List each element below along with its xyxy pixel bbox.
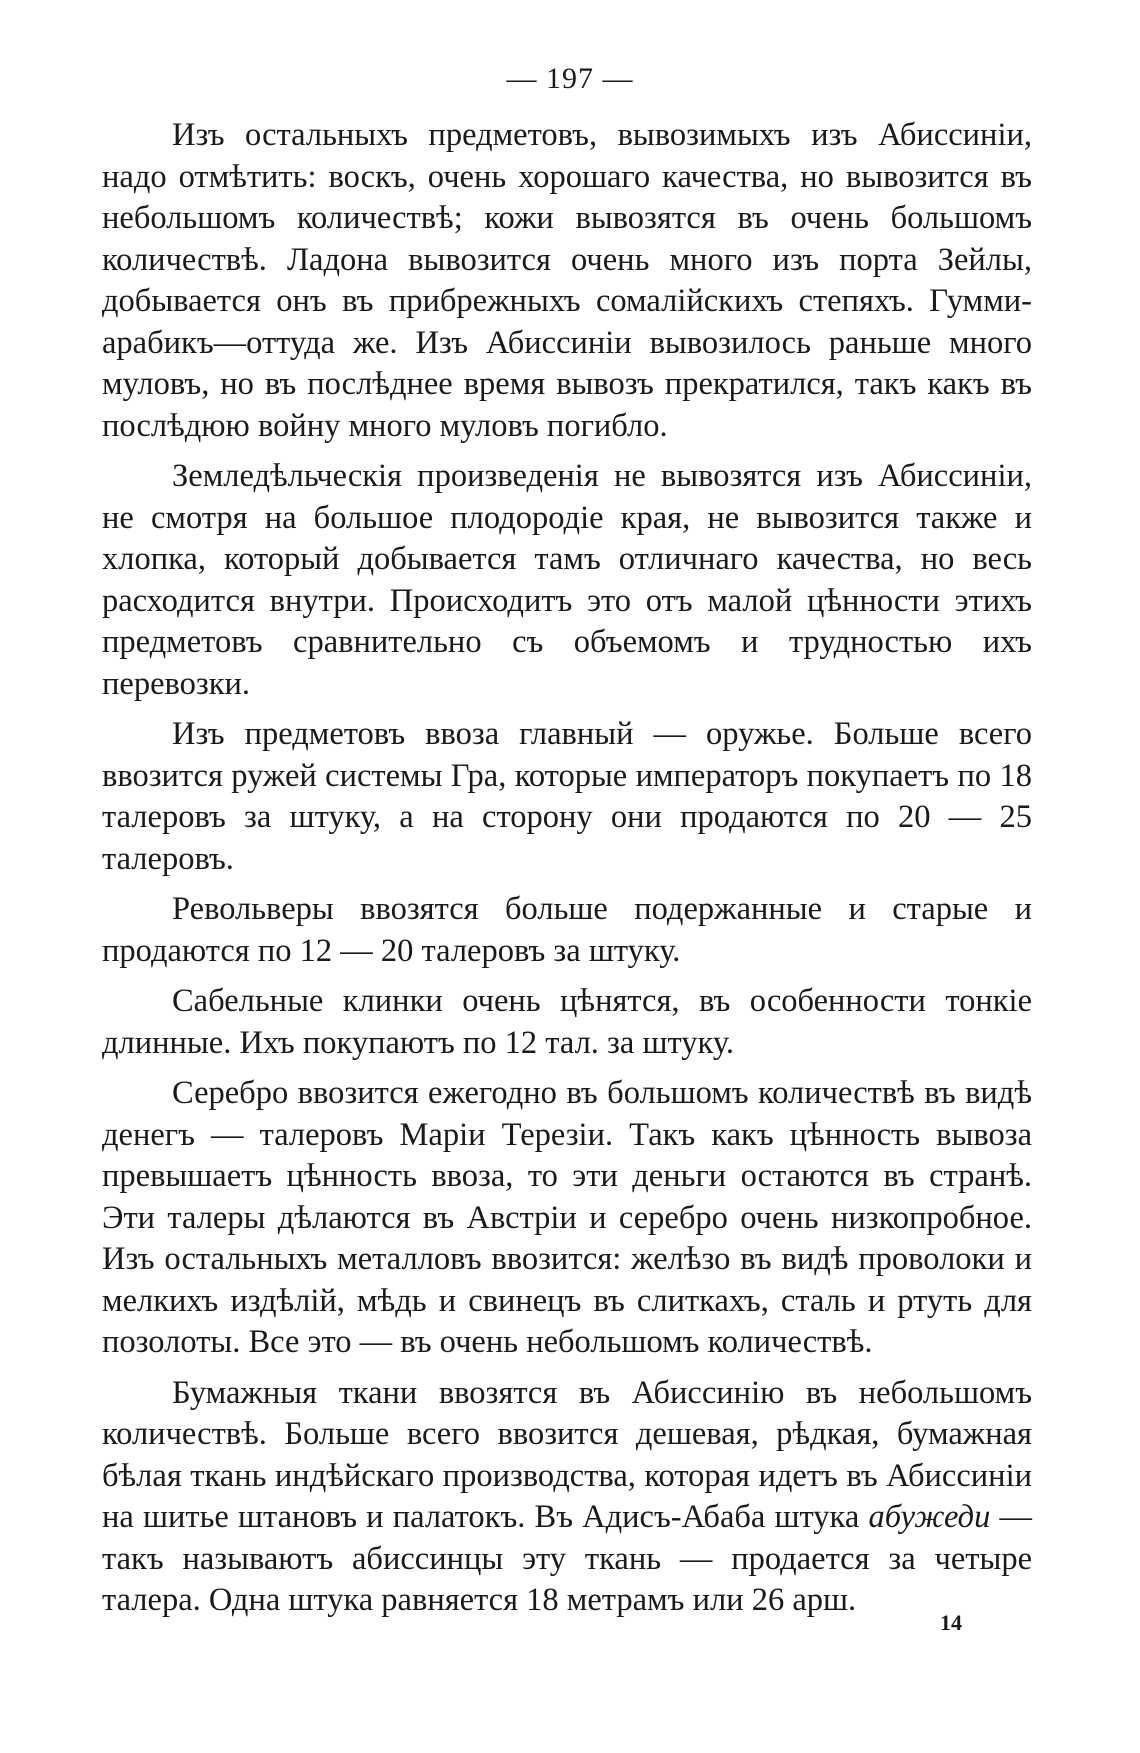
paragraph-agriculture: Земледѣльческія произведенія не вывозятся изъ Абиссиніи, не смотря на большое плодородіе края, не вывозится также и хлопка, который добывается тамъ отличнаго качества, но весь расходится внутри. Происходитъ это отъ малой цѣнности этихъ предметовъ сравнительно съ объемомъ и трудностью ихъ перевозки. [102,458,1032,702]
page-number: — 197 — [506,62,634,95]
paragraph-weapons: Изъ предметовъ ввоза главный — оружье. Больше всего ввозится ружей системы Гра, которые императоръ покупаетъ по 18 талеровъ за штуку, а на сторону они продаются по 20 — 25 талеровъ. [102,716,1032,877]
cloth-text-before: Бумажныя ткани ввозятся въ Абиссинію въ небольшомъ количествѣ. Больше всего ввозится дешевая, рѣдкая, бумажная бѣлая ткань индѣйскаго производства, которая идетъ въ Абиссиніи на шитье штановъ и палатокъ. Въ Адисъ-Абаба штука [102,1374,1032,1535]
body-text [102,115,1032,1631]
paragraph-revolvers: Револьверы ввозятся больше подержанные и старые и продаются по 12 — 20 талеровъ за штуку. [102,891,1032,969]
paragraph-silver: Серебро ввозится ежегодно въ большомъ количествѣ въ видѣ денегъ — талеровъ Маріи Терезіи. Такъ какъ цѣнность вывоза превышаетъ цѣнность ввоза, то эти деньги остаются въ странѣ. Эти талеры дѣлаются въ Австріи и серебро очень низкопробное. Изъ остальныхъ металловъ ввозится: желѣзо въ видѣ проволоки и мелкихъ издѣлій, мѣдь и свинецъ въ слиткахъ, сталь и ртуть для позолоты. Все это — въ очень небольшомъ количествѣ. [102,1075,1032,1360]
cloth-term-italic: абужеди [868,1499,991,1535]
cloth-text-after: — такъ называютъ абиссинцы эту ткань — продается за четыре талера. Одна штука равняется 18 метрамъ или 26 арш. [102,1499,1032,1618]
paragraph-sabres: Сабельные клинки очень цѣнятся, въ особенности тонкіе длинные. Ихъ покупаютъ по 12 тал. за штуку. [102,983,1032,1061]
paragraph-cloth [102,1373,1032,1622]
paragraph-exports: Изъ остальныхъ предметовъ, вывозимыхъ изъ Абиссиніи, надо отмѣтить: воскъ, очень хорошаго качества, но вывозится въ небольшомъ количествѣ; кожи вывозятся въ очень большомъ количествѣ. Ладона вывозится очень много изъ порта Зейлы, добывается онъ въ прибрежныхъ сомалійскихъ степяхъ. Гумми-арабикъ—оттуда же. Изъ Абиссиніи вывозилось раньше много муловъ, но въ послѣднее время вывозъ прекратился, такъ какъ въ послѣдюю войну много муловъ погибло. [102,117,1032,444]
printer-signature-mark: 14 [940,1610,962,1635]
